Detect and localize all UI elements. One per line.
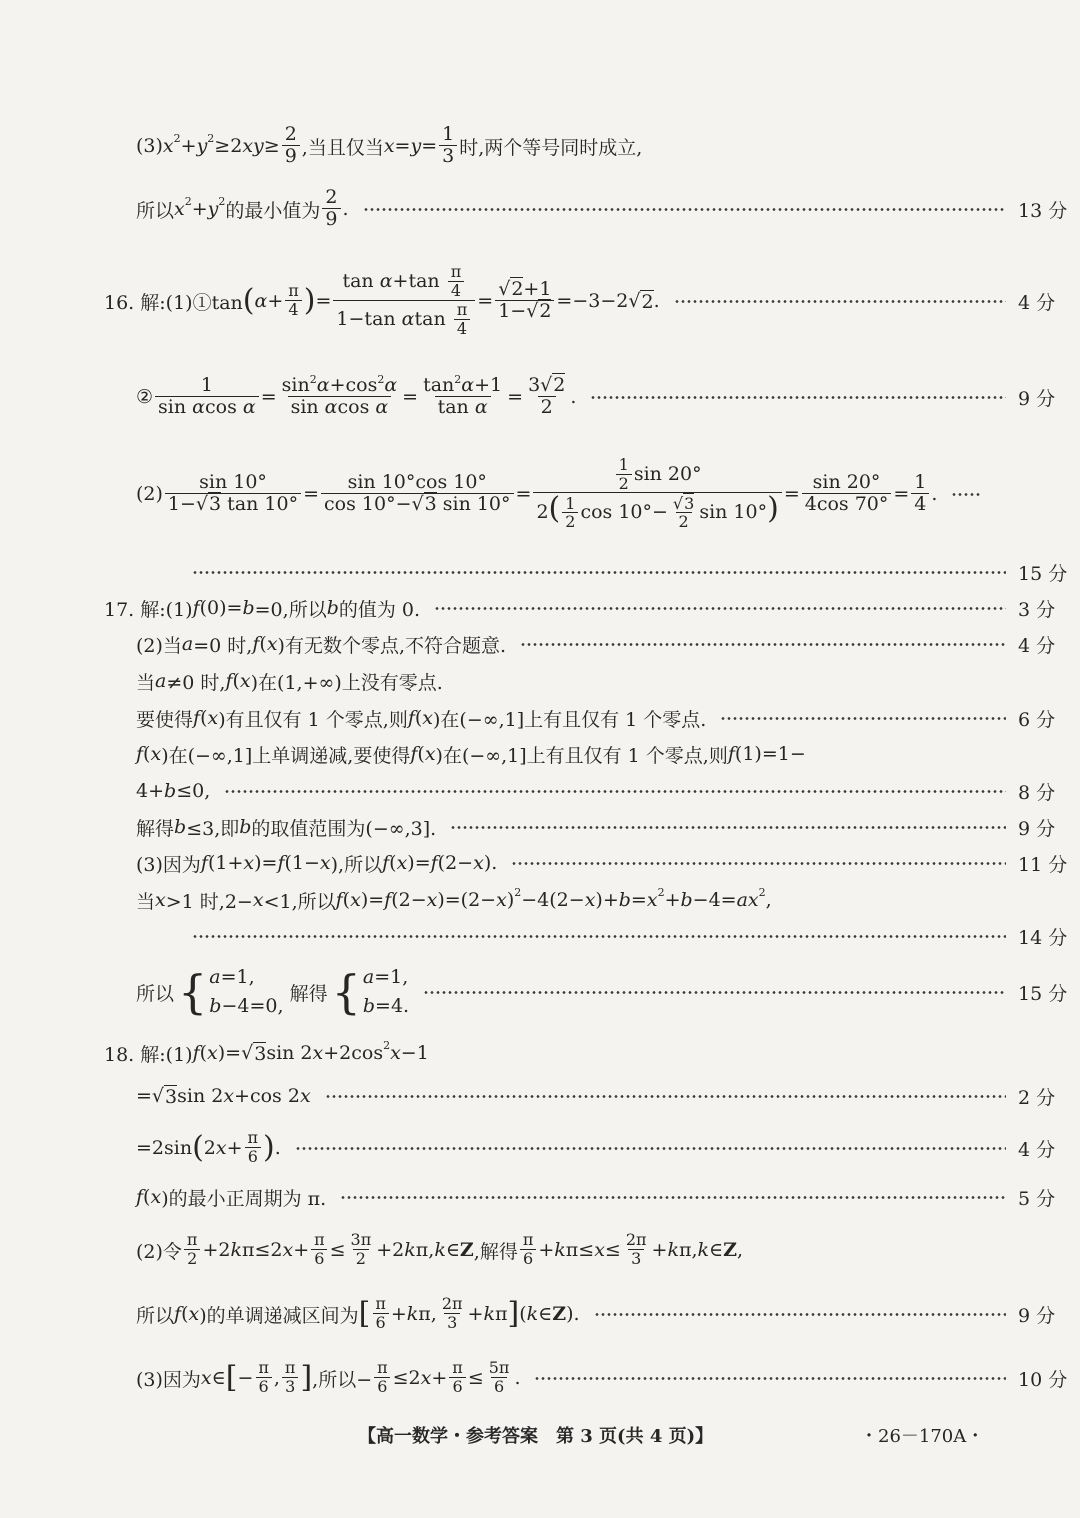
line-text: 所以 x $^2$ + y $^2$ 的最小值为 $\frac{2}{9}$ .	[136, 186, 349, 230]
dot-leader	[674, 300, 1006, 303]
dot-leader	[520, 643, 1006, 646]
line-text: f ( x )的最小正周期为 π.	[136, 1186, 327, 1210]
line-q18-2-b	[0, 1288, 1080, 1340]
line-q16-1-b	[0, 368, 1080, 426]
score-label: 15 分	[1018, 982, 1068, 1005]
line-q16-score	[0, 557, 1080, 587]
line-text: 18. 解:(1) f ( x )=√ 3 sin 2 x +2cos $^2$ x −1	[104, 1038, 429, 1066]
line-text: =2sin ( 2 x + $\frac{\pi}{6}$ ) .	[136, 1128, 281, 1166]
line-q17-2-f	[0, 812, 1080, 842]
score-label: 14 分	[1018, 926, 1068, 949]
score-label: 3 分	[1018, 598, 1056, 621]
line-text: (3) x $^2$ + y $^2$ ≥2 xy ≥ $\frac{2}{9}$ ,当且仅当 x = y = $\frac{1}{3}$ 时,两个等号同时成立,	[136, 123, 643, 167]
line-text: 当 x >1 时,2− x <1,所以 f ( x )= f (2− x )=(2− x ) $^2$ −4(2− x )+ b = x $^2$ + b −4= ax $^2$ ,	[136, 885, 772, 913]
line-text: 17. 解:(1) f (0)= b =0,所以 b 的值为 0.	[104, 597, 421, 621]
dot-leader	[534, 1377, 1006, 1380]
line-text: (3)因为 x ∈ [ − $\frac{\pi}{6}$ , $\frac{\pi}{3}$ ] ,所以− $\frac{\pi}{6}$ ≤2 x + $\frac{\pi}{6}$ ≤ $\frac{5\pi}{6}$ .	[136, 1358, 521, 1396]
line-q17-3-a	[0, 848, 1080, 878]
score-label: 4 分	[1018, 1138, 1056, 1161]
score-label: 5 分	[1018, 1187, 1056, 1210]
footer-title: 【高一数学・参考答案 第 3 页(共 4 页)】	[358, 1426, 714, 1447]
line-text: (2)当 a =0 时, f ( x )有无数个零点,不符合题意.	[136, 633, 507, 657]
score-label: 10 分	[1018, 1368, 1068, 1391]
line-text: (2) $\frac{\sin 10^\circ}{1-√3 \tan 10^\circ}$ = $\frac{\sin 10^\circ\cos 10^\circ}{\cos 10^\circ-√3 \sin 10^\circ}$ = $\frac{1}{2}$ sin 20° 2( $\frac{1}{2}$ cos 10°− $\frac{√3}{2}$ sin 10°) = $\frac{\sin 20^\circ}{4\cos 70^\circ}$ = $\frac{1}{4}$ .	[136, 454, 938, 532]
line-text: f ( x )在(−∞,1]上单调递减,要使得 f ( x )在(−∞,1]上有且仅有 1 个零点,则 f (1)=1−	[136, 743, 806, 767]
line-text: 16. 解:(1)①tan ( α + $\frac{\pi}{4}$ ) = tan α+tan $\frac{\pi}{4}$ 1−tan αtan $\frac{\pi}{4}$ = $\frac{√2+1}{1-√2}$ =−3−2√ 2 .	[104, 262, 660, 338]
line-q17-2-d	[0, 739, 1080, 769]
dot-leader	[434, 607, 1006, 610]
score-label: 15 分	[1018, 562, 1068, 585]
line-q17-2-a	[0, 629, 1080, 659]
line-q17-3-b	[0, 885, 1080, 915]
dot-leader	[192, 571, 1006, 574]
score-label: 13 分	[1018, 199, 1068, 222]
dot-leader	[340, 1196, 1006, 1199]
line-text: 4+ b ≤0,	[136, 780, 211, 802]
dot-leader	[951, 493, 980, 496]
score-label: 9 分	[1018, 1304, 1056, 1327]
line-q18-2-a	[0, 1224, 1080, 1276]
line-q18-1-d	[0, 1181, 1080, 1213]
line-text: 解得 b ≤3,即 b 的取值范围为(−∞,3].	[136, 816, 437, 840]
dot-leader	[363, 208, 1006, 211]
line-text: 要使得 f ( x )有且仅有 1 个零点,则 f ( x )在(−∞,1]上有且仅有 1 个零点.	[136, 707, 707, 731]
dot-leader	[192, 935, 1006, 938]
line-text: 所以 f ( x )的单调递减区间为 [ $\frac{\pi}{6}$ + k π, $\frac{2\pi}{3}$ + k π ] ( k ∈ Z ).	[136, 1294, 580, 1332]
dot-leader	[720, 717, 1006, 720]
line-text: 当 a ≠0 时, f ( x )在(1,+∞)上没有零点.	[136, 670, 443, 694]
dot-leader	[450, 826, 1006, 829]
line-q15-3-min	[0, 183, 1080, 235]
dot-leader	[423, 991, 1006, 994]
score-label: 11 分	[1018, 853, 1068, 876]
line-q18-1-b	[0, 1080, 1080, 1112]
score-label: 6 分	[1018, 708, 1056, 731]
score-label: 8 分	[1018, 781, 1056, 804]
dot-leader	[224, 790, 1006, 793]
score-label: 4 分	[1018, 291, 1056, 314]
score-label: 9 分	[1018, 387, 1056, 410]
line-text: =√ 3 sin 2 x +cos 2 x	[136, 1085, 311, 1108]
line-q17-2-e	[0, 776, 1080, 806]
line-q18-1-c	[0, 1124, 1080, 1172]
dot-leader	[325, 1095, 1006, 1098]
line-q15-3-condition	[0, 120, 1080, 172]
dot-leader	[295, 1147, 1006, 1150]
line-text: (2)令 $\frac{\pi}{2}$ +2 k π≤2 x + $\frac{\pi}{6}$ ≤ $\frac{3\pi}{2}$ +2 k π, k ∈ Z ,解得 $\frac{\pi}{6}$ + k π≤ x ≤ $\frac{2\pi}{3}$ + k π, k ∈ Z ,	[136, 1230, 744, 1268]
line-q17-2-b	[0, 666, 1080, 696]
dot-leader	[511, 862, 1006, 865]
line-text: 所以 { a=1, b−4=0, 解得 { a=1, b=4.	[136, 965, 410, 1019]
line-q17-1	[0, 593, 1080, 623]
line-q18-1-a	[0, 1037, 1080, 1069]
line-q17-2-c	[0, 703, 1080, 733]
dot-leader	[594, 1313, 1006, 1316]
line-text: ② $\frac{1}{\text{sin αcos α}}$ = $\frac{\sin^2\alpha+\cos^2\alpha}{\text{sin αcos α}}$ = $\frac{\tan^2\alpha+1}{\text{tan α}}$ = $\frac{3√2}{2}$ .	[136, 373, 577, 418]
dot-leader	[590, 396, 1006, 399]
footer-code: ・26－170A・	[860, 1426, 985, 1447]
line-q16-2	[0, 444, 1080, 544]
score-label: 2 分	[1018, 1086, 1056, 1109]
score-label: 9 分	[1018, 817, 1056, 840]
line-q17-3-system	[0, 960, 1080, 1024]
score-label: 4 分	[1018, 634, 1056, 657]
line-text: (3)因为 f (1+ x )= f (1− x ),所以 f ( x )= f (2− x ).	[136, 852, 498, 876]
line-q17-3-score	[0, 921, 1080, 951]
line-q16-1-a	[0, 256, 1080, 346]
line-q18-3	[0, 1352, 1080, 1404]
